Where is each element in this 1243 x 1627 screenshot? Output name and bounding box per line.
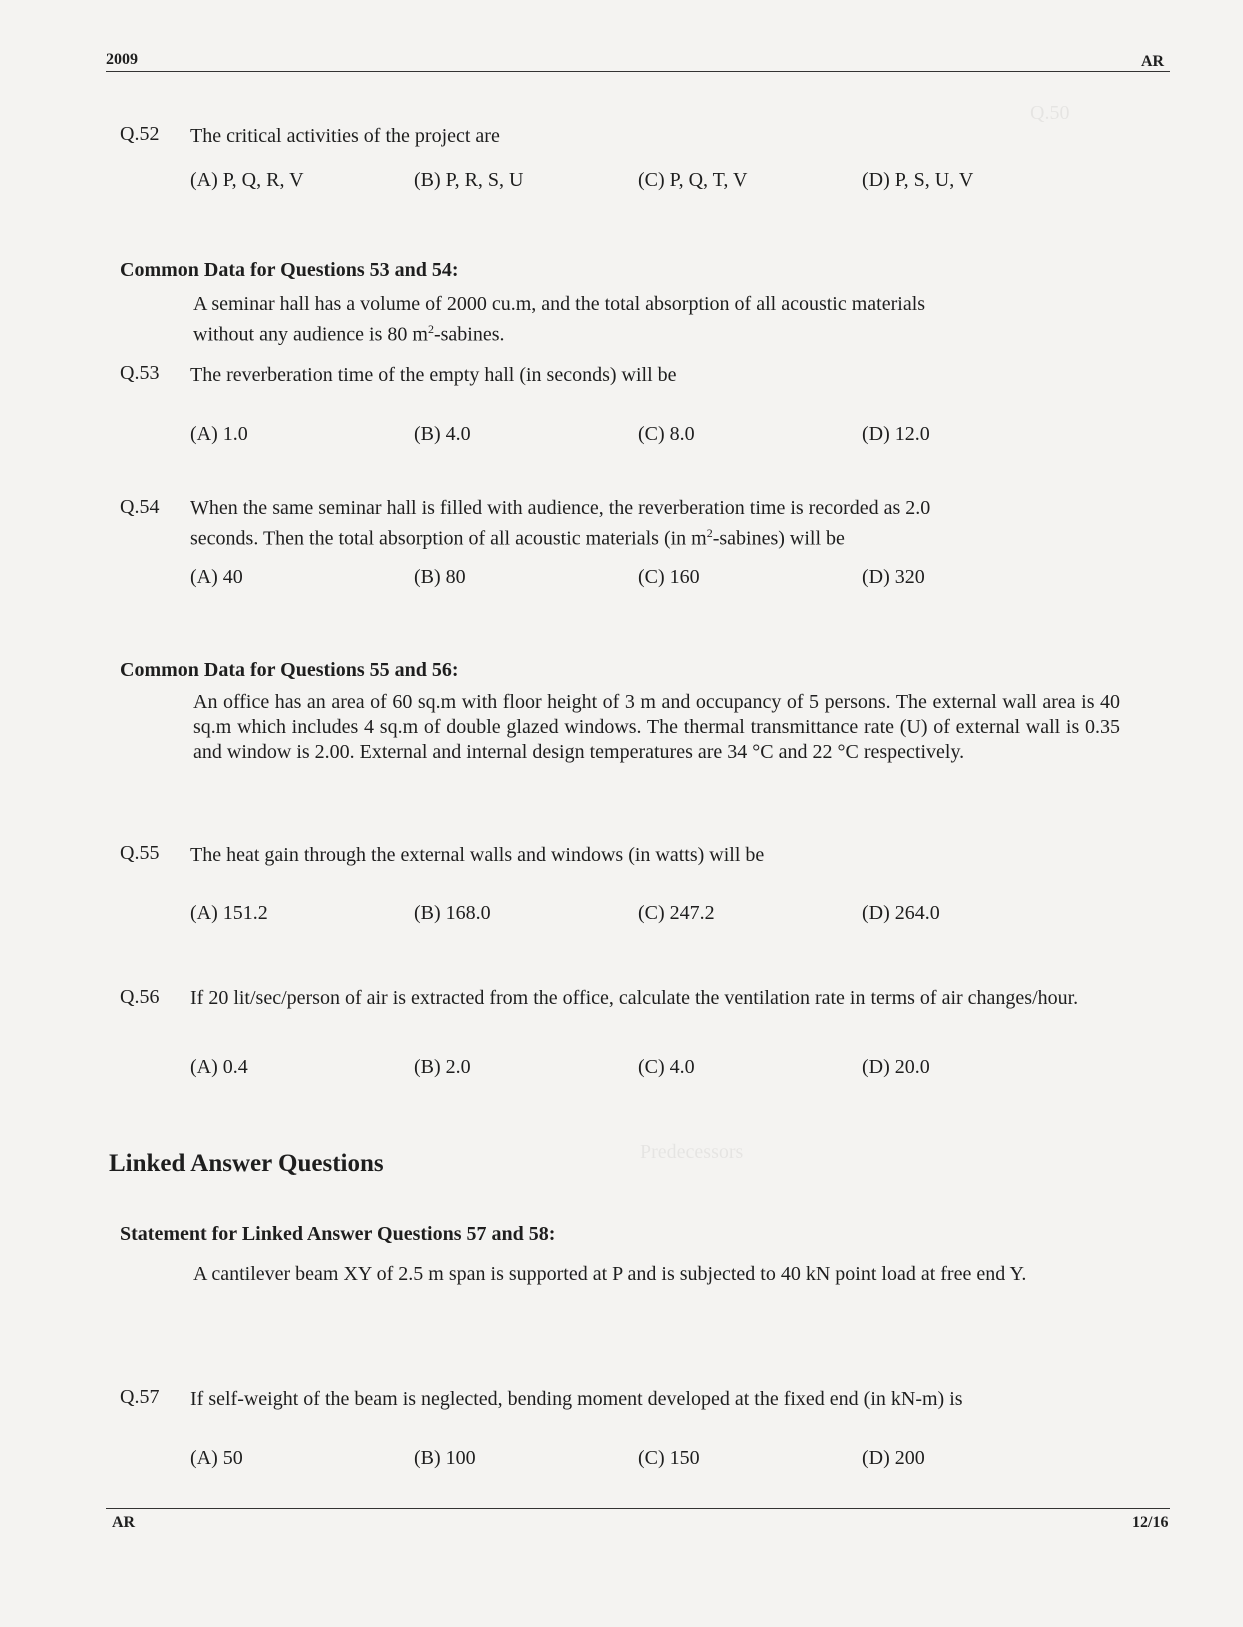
question-number: Q.53 [120,362,160,384]
common-data-line: A seminar hall has a volume of 2000 cu.m, and the total absorption of all acoustic materials [193,293,926,315]
option-d: (D) 264.0 [862,902,940,924]
option-a: (A) 40 [190,566,243,588]
footer-rule [106,1508,1170,1509]
options-row [190,1447,1110,1475]
question-text: The critical activities of the project are [190,125,500,147]
option-b: (B) 100 [414,1447,476,1469]
options-row [190,566,1110,594]
options-row [190,902,1110,930]
common-data-text [193,292,1120,348]
option-c: (C) 160 [638,566,700,588]
linked-statement-heading: Statement for Linked Answer Questions 57 and 58: [120,1223,556,1245]
common-data-heading: Common Data for Questions 55 and 56: [120,659,459,681]
header-year: 2009 [106,51,138,68]
option-c: (C) 247.2 [638,902,715,924]
common-data-heading: Common Data for Questions 53 and 54: [120,259,459,281]
footer-paper-code: AR [112,1514,136,1531]
option-a: (A) 151.2 [190,902,268,924]
option-a: (A) 1.0 [190,423,248,445]
option-a: (A) 50 [190,1447,243,1469]
header-rule [106,71,1170,72]
section-title: Linked Answer Questions [109,1150,384,1177]
question-text [190,496,1117,552]
header-paper-code: AR [1141,53,1165,70]
question-number: Q.55 [120,842,160,864]
option-b: (B) 4.0 [414,423,471,445]
option-d: (D) 320 [862,566,925,588]
option-c: (C) 4.0 [638,1056,695,1078]
option-a: (A) P, Q, R, V [190,169,304,191]
question-text: The heat gain through the external walls and windows (in watts) will be [190,844,765,866]
question-number: Q.57 [120,1386,160,1408]
option-b: (B) 2.0 [414,1056,471,1078]
options-row [190,1056,1110,1084]
options-row [190,169,1110,197]
question-number: Q.52 [120,123,160,145]
question-text: If self-weight of the beam is neglected, bending moment developed at the fixed end (in kN-m) is [190,1388,963,1410]
question-text: The reverberation time of the empty hall (in seconds) will be [190,364,677,386]
options-row [190,423,1110,451]
question-text: If 20 lit/sec/person of air is extracted from the office, calculate the ventilation rate in terms of air changes/hour. [190,987,1079,1009]
question-number: Q.54 [120,496,160,518]
common-data-line: without any audience is 80 $m^2$-sabines. [193,322,505,346]
linked-statement-text: A cantilever beam XY of 2.5 m span is supported at P and is subjected to 40 kN point load at free end Y. [193,1263,1027,1285]
option-b: (B) 168.0 [414,902,491,924]
option-c: (C) 8.0 [638,423,695,445]
option-b: (B) P, R, S, U [414,169,524,191]
option-a: (A) 0.4 [190,1056,248,1078]
common-data-text: An office has an area of 60 sq.m with floor height of 3 m and occupancy of 5 persons. The external wall area is 40 sq.m which includes 4 sq.m of double glazed windows. The thermal transmittance rate (U) of external wall is 0.35 and window is 2.00. External and internal design temperatures are 34 °C and 22 °C respectively. [193,691,1120,763]
question-line: When the same seminar hall is filled with audience, the reverberation time is recorded as 2.0 [190,497,931,519]
bleed-through-text: Q.50 [1030,102,1070,124]
option-c: (C) 150 [638,1447,700,1469]
option-d: (D) P, S, U, V [862,169,974,191]
question-number: Q.56 [120,986,160,1008]
option-d: (D) 200 [862,1447,925,1469]
option-b: (B) 80 [414,566,466,588]
option-d: (D) 20.0 [862,1056,930,1078]
option-c: (C) P, Q, T, V [638,169,748,191]
bleed-through-text: Predecessors [640,1141,744,1163]
footer-page-number: 12/16 [1132,1514,1169,1531]
option-d: (D) 12.0 [862,423,930,445]
question-line: seconds. Then the total absorption of all acoustic materials (in $m^2-sabines$) will be [190,526,845,550]
